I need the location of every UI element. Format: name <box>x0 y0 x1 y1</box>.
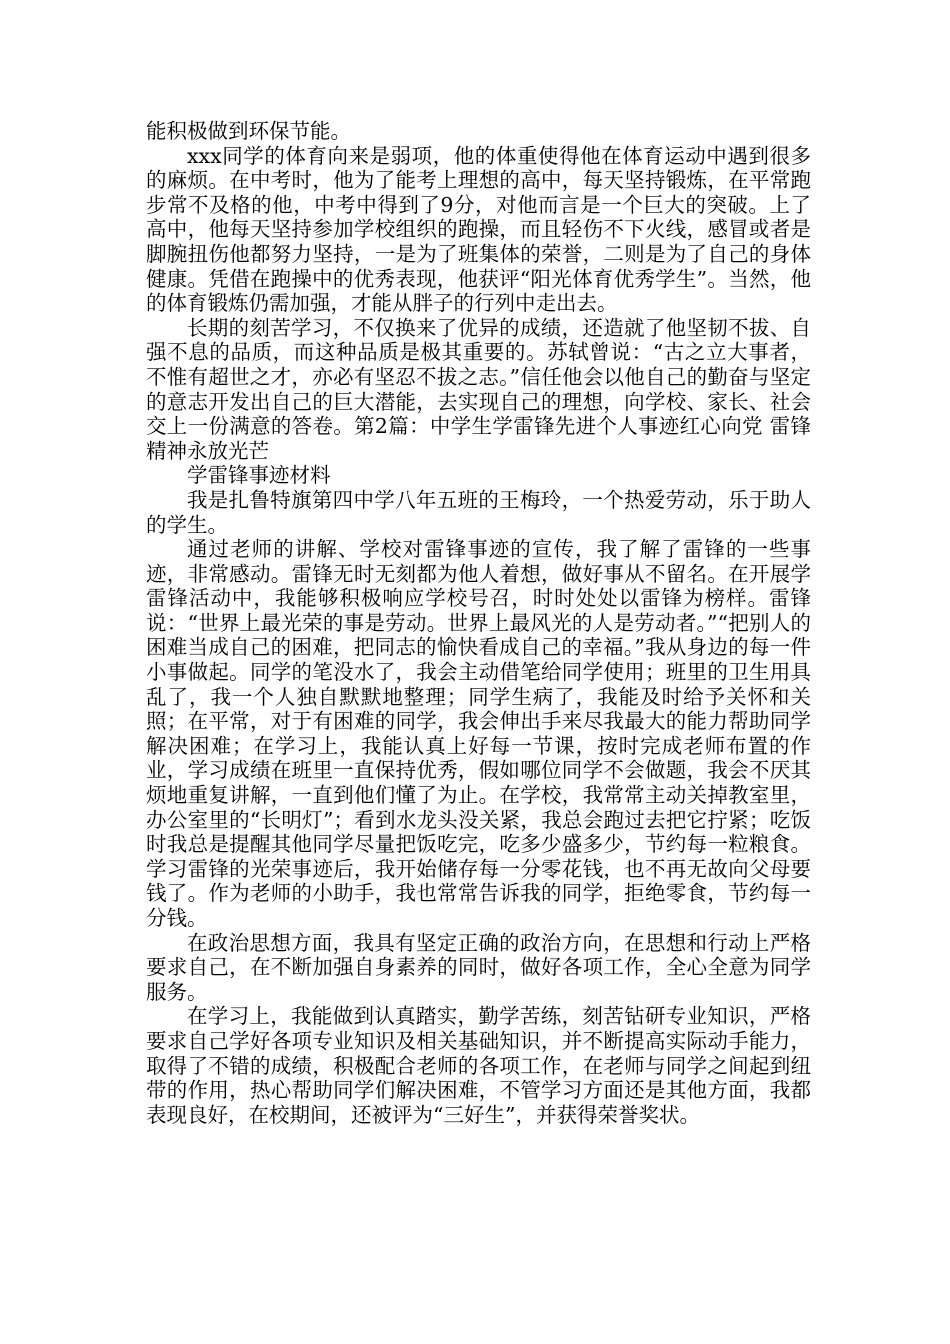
paragraph-intro-tail: 能积极做到环保节能。 <box>146 119 351 143</box>
paragraph-lei-feng-deeds: 通过老师的讲解、学校对雷锋事迹的宣传，我了解了雷锋的一些事迹，非常感动。雷锋无时无刻都为他人着想，做好事从不留名。在开展学雷锋活动中，我能够积极响应学校号召，时时处处以雷锋为榜样。雷锋说：“世界上最光荣的事是劳动。世界上最风光的人是劳动者。”“把别人的困难当成自己的困难，把同志的愉快看成自己的幸福。”我从身边的每一件小事做起。同学的笔没水了，我会主动借笔给同学使用；班里的卫生用具乱了，我一个人独自默默地整理；同学生病了，我能及时给予关怀和关照；在平常，对于有困难的同学，我会伸出手来尽我最大的能力帮助同学解决困难；在学习上，我能认真上好每一节课，按时完成老师布置的作业，学习成绩在班里一直保持优秀，假如哪位同学不会做题，我会不厌其烦地重复讲解，一直到他们懂了为止。在学校，我常常主动关掉教室里，办公室里的“长明灯”；看到水龙头没关紧，我总会跑过去把它拧紧；吃饭时我总是提醒其他同学尽量把饭吃完，吃多少盛多少，节约每一粒粮食。学习雷锋的光荣事迹后，我开始储存每一分零花钱，也不再无故向父母要钱了。作为老师的小助手，我也常常告诉我的同学，拒绝零食，节约每一分钱。 <box>146 537 811 930</box>
paragraph-self-intro: 我是扎鲁特旗第四中学八年五班的王梅玲，一个热爱劳动，乐于助人的学生。 <box>146 487 811 537</box>
paragraph-study: 在学习上，我能做到认真踏实，勤学苦练，刻苦钻研专业知识，严格要求自己学好各项专业知识及相关基础知识，并不断提高实际动手能力，取得了不错的成绩，积极配合老师的各项工作，在老师与同学之间起到纽带的作用，热心帮助同学们解决困难，不管学习方面还是其他方面，我都表现良好，在校期间，还被评为“三好生”，并获得荣誉奖状。 <box>146 1004 811 1127</box>
document-page <box>146 119 811 1127</box>
paragraph-sports: xxx同学的体育向来是弱项，他的体重使得他在体育运动中遇到很多的麻烦。在中考时，他为了能考上理想的高中，每天坚持锻炼，在平常跑步常不及格的他，中考中得到了9分，对他而言是一个巨大的突破。上了高中，他每天坚持参加学校组织的跑操，而且轻伤不下火线，感冒或者是脚腕扭伤他都努力坚持，一是为了班集体的荣誉，二则是为了自己的身体健康。凭借在跑操中的优秀表现，他获评“阳光体育优秀学生”。当然，他的体育锻炼仍需加强，才能从胖子的行列中走出去。 <box>146 143 811 316</box>
paragraph-character: 长期的刻苦学习，不仅换来了优异的成绩，还造就了他坚韧不拔、自强不息的品质，而这种品质是极其重要的。苏轼曾说：“古之立大事者，不惟有超世之才，亦必有坚忍不拔之志。”信任他会以他自己的勤奋与坚定的意志开发出自己的巨大潜能，去实现自己的理想，向学校、家长、社会交上一份满意的答卷。第2篇：中学生学雷锋先进个人事迹红心向党 雷锋精神永放光芒 <box>146 315 811 463</box>
section-heading: 学雷锋事迹材料 <box>187 463 331 488</box>
paragraph-political: 在政治思想方面，我具有坚定正确的政治方向，在思想和行动上严格要求自己，在不断加强自身素养的同时，做好各项工作，全心全意为同学服务。 <box>146 930 811 1004</box>
